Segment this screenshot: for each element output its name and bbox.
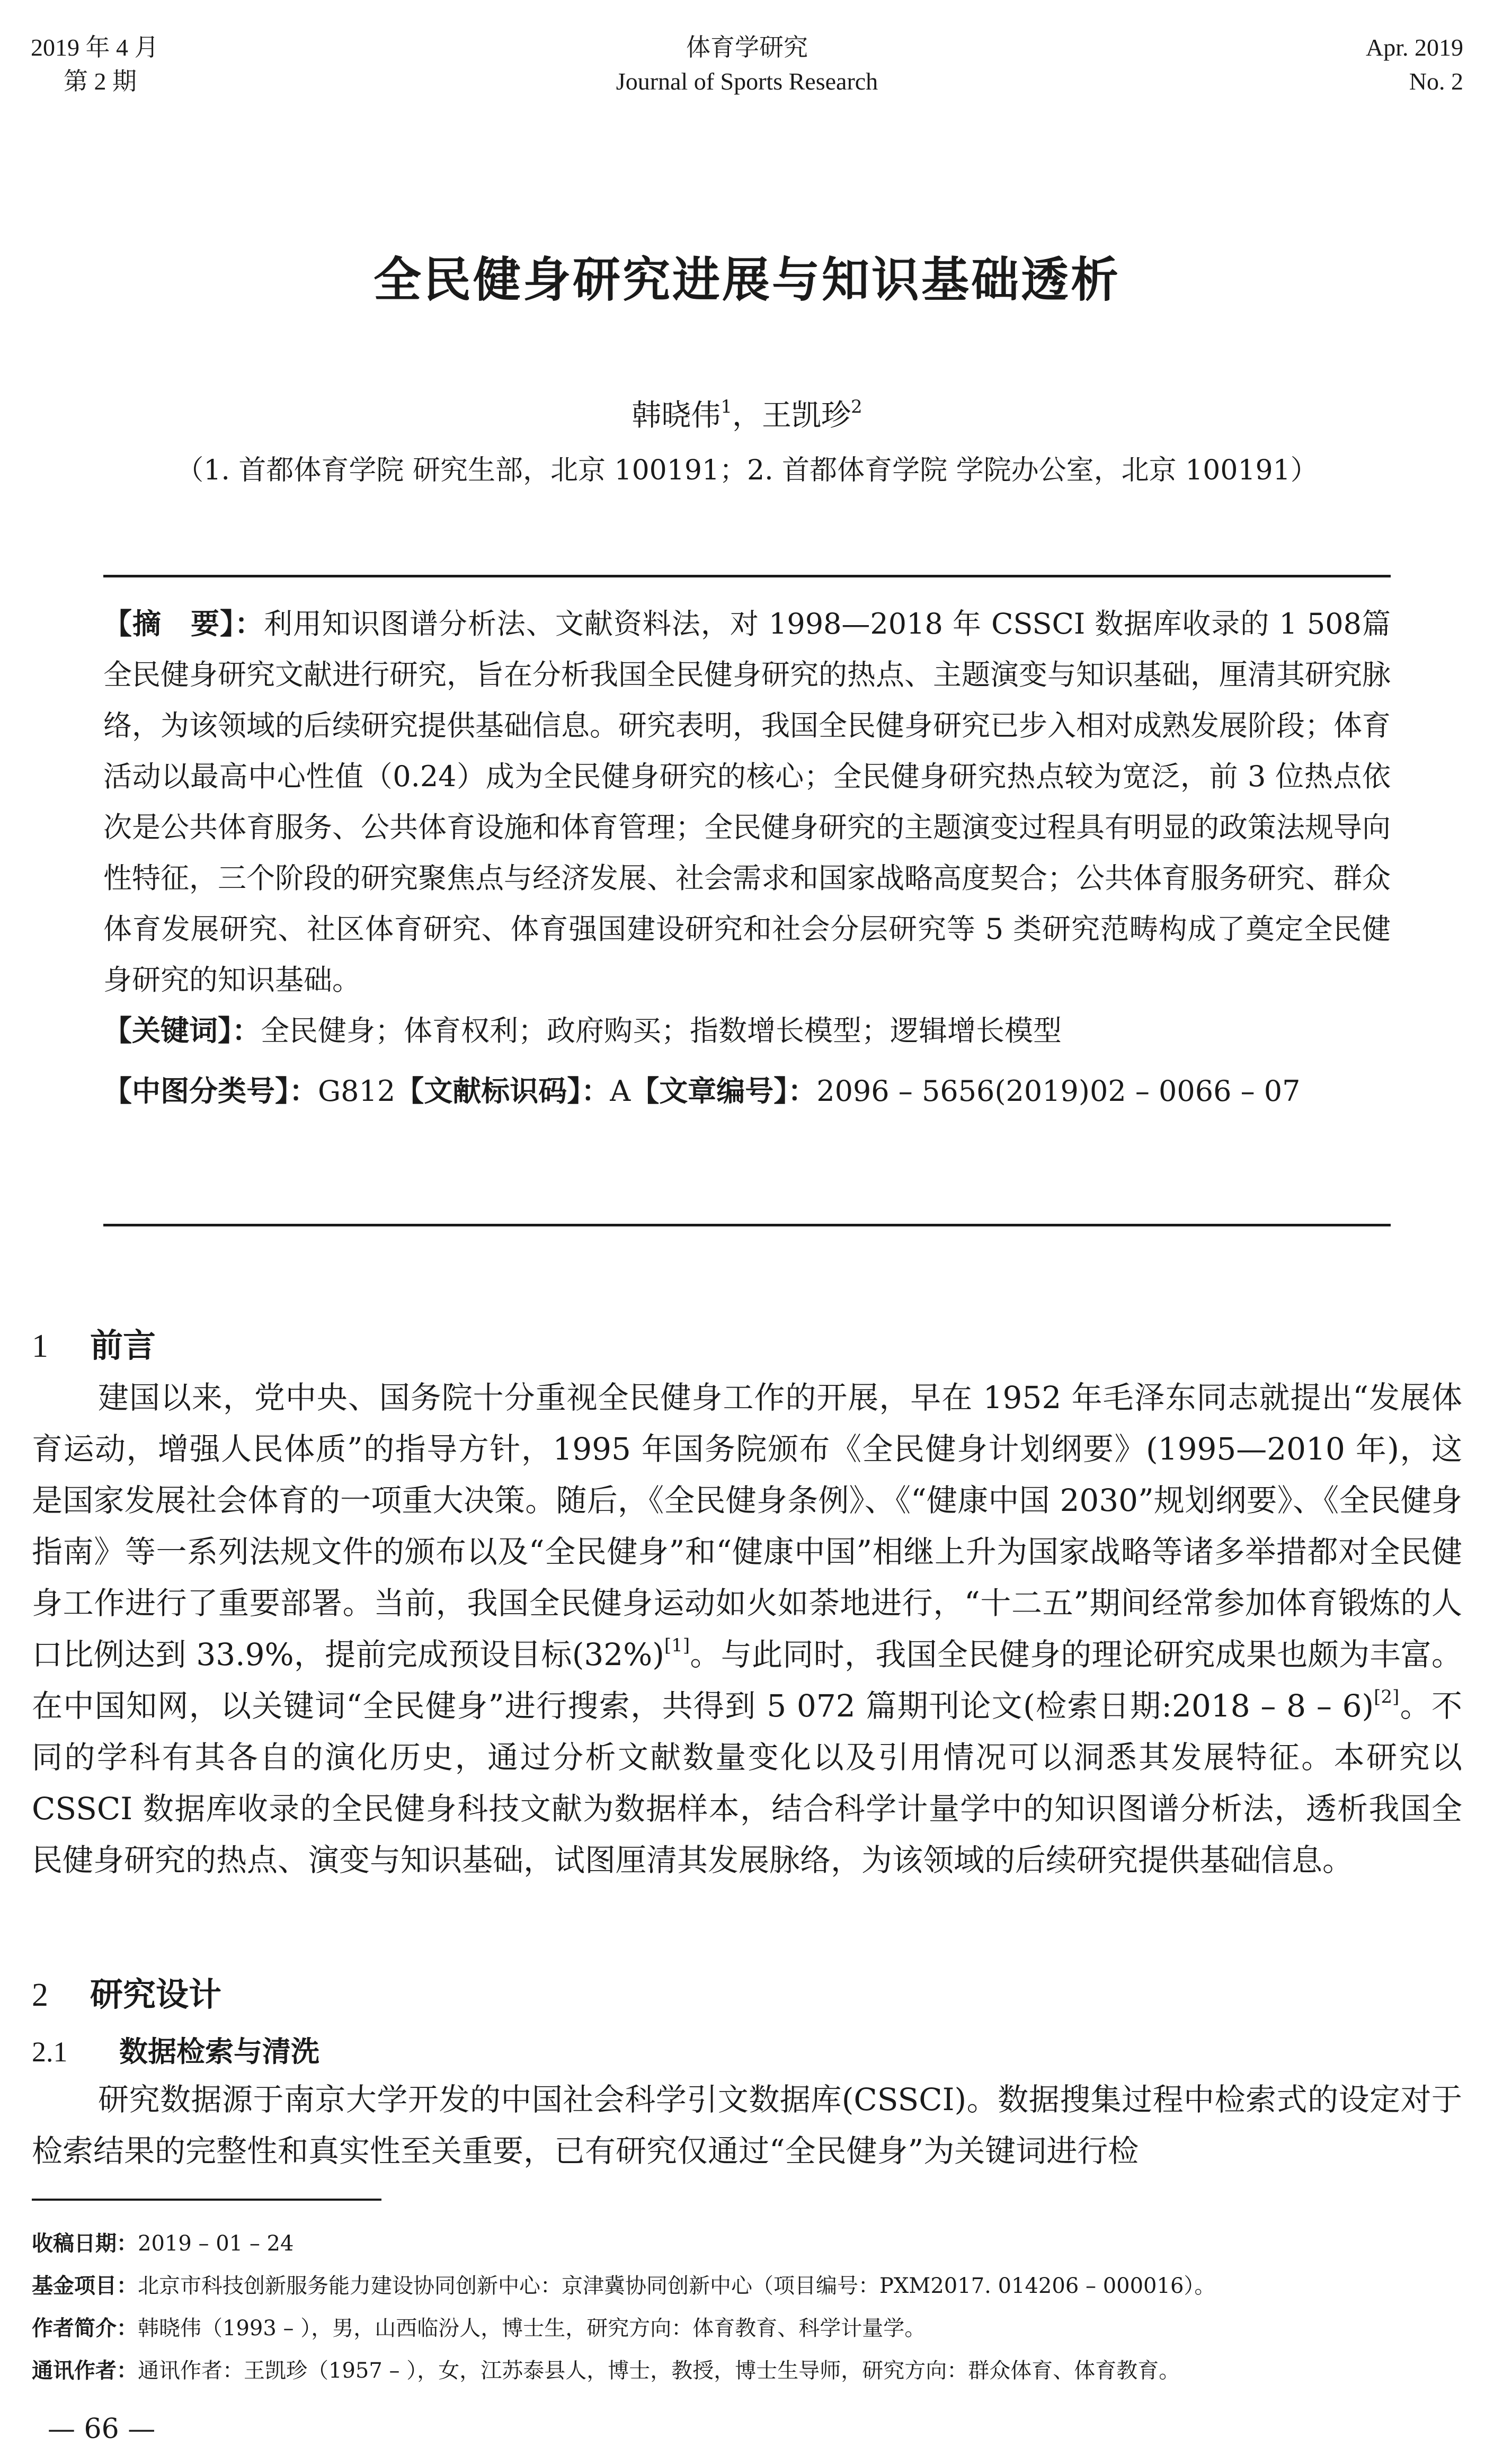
section-number-2: 2	[32, 1977, 48, 2013]
section2-paragraph: 研究数据源于南京大学开发的中国社会科学引文数据库(CSSCI)。数据搜集过程中检索式的设定对于检索结果的完整性和真实性至关重要，已有研究仅通过“全民健身”为关键词进行检	[32, 2081, 1462, 2169]
header-issue-number: 第 2 期	[64, 68, 137, 95]
article-number-value: 2096 – 5656(2019)02 – 0066 – 07	[816, 1074, 1301, 1108]
author-name-2: 王凯珍	[762, 398, 851, 433]
paper-title: 全民健身研究进展与知识基础透析	[374, 252, 1120, 308]
section1-text-b: 。与此同时，我国全民健身的理论研究成果也颇为丰富。在中国知网，以关键词“全民健身”进行搜索，共得到 5 072 篇期刊论文(检索日期:2018 – 8 – 6)	[32, 1636, 1462, 1724]
journal-name-cn: 体育学研究	[686, 34, 808, 61]
clc-label: 【中图分类号】：	[103, 1074, 318, 1108]
section-heading-1	[32, 1319, 156, 1366]
section1-text-a: 建国以来，党中央、国务院十分重视全民健身工作的开展，早在 1952 年毛泽东同志就提出“发展体育运动，增强人民体质”的指导方针，1995 年国务院颁布《全民健身计划纲要》(1995—2010 年)，这是国家发展社会体育的一项重大决策。随后，《全民健身条例》、《“健康中国 2030”规划纲要》、《全民健身指南》等一系列法规文件的颁布以及“全民健身”和“健康中国”相继上升为国家战略等诸多举措都对全民健身工作进行了重要部署。当前，我国全民健身运动如火如荼地进行，“十二五”期间经常参加体育锻炼的人口比例达到 33.9%，提前完成预设目标(32%)	[32, 1380, 1462, 1673]
abstract-top-rule	[103, 575, 1391, 577]
abstract-paragraph	[103, 599, 1391, 1006]
subsection-title-2-1: 数据检索与清洗	[119, 2035, 319, 2068]
author-bio-text: 韩晓伟（1993 – ），男，山西临汾人，博士生，研究方向：体育教育、科学计量学。	[138, 2316, 926, 2341]
author-affil-mark-2: 2	[851, 396, 862, 417]
author-name-1: 韩晓伟	[632, 398, 721, 433]
citation-1: [1]	[664, 1635, 690, 1656]
abstract-block	[103, 599, 1391, 1117]
section1-paragraph	[32, 1372, 1462, 1886]
header-issue-number-en: No. 2	[1409, 68, 1463, 95]
running-header-center	[0, 31, 1494, 99]
subsection-heading-2-1	[32, 2029, 319, 2070]
received-label: 收稿日期：	[32, 2231, 138, 2256]
keywords-label: 【关键词】：	[103, 1014, 261, 1047]
header-issue-date-en: Apr. 2019	[1366, 34, 1463, 61]
corresponding-label: 通讯作者：	[32, 2359, 138, 2383]
section1-text-c: 。不同的学科有其各自的演化历史，通过分析文献数量变化以及引用情况可以洞悉其发展特征。本研究以 CSSCI 数据库收录的全民健身科技文献为数据样本，结合科学计量学中的知识图谱分析法，透析我国全民健身研究的热点、演变与知识基础，试图厘清其发展脉络，为该领域的后续研究提供基础信息。	[32, 1688, 1462, 1878]
page-number: — 66 —	[48, 2413, 156, 2445]
section-title-2: 研究设计	[90, 1975, 222, 2014]
doc-code-label: 【文献标识码】：	[395, 1074, 610, 1108]
footnote-rule	[32, 2199, 381, 2201]
clc-value: G812	[318, 1074, 396, 1108]
citation-2: [2]	[1374, 1686, 1400, 1707]
author-affil-mark-1: 1	[721, 396, 732, 417]
footnote-corresponding	[32, 2350, 1462, 2392]
subsection-number-2-1: 2.1	[32, 2036, 68, 2068]
affiliation-line: （1. 首都体育学院 研究生部，北京 100191；2. 首都体育学院 学院办公室，北京 100191）	[176, 455, 1318, 486]
author-line	[0, 392, 1494, 434]
keywords-paragraph	[103, 1006, 1391, 1056]
footnote-author	[32, 2307, 1462, 2350]
corresponding-text: 通讯作者：王凯珍（1957 – ），女，江苏泰县人，博士，教授，博士生导师，研究方向：群众体育、体育教育。	[138, 2359, 1180, 2383]
running-header-right	[1366, 31, 1463, 99]
fund-text: 北京市科技创新服务能力建设协同创新中心：京津冀协同创新中心（项目编号：PXM2017. 014206 – 000016）。	[138, 2274, 1216, 2298]
doc-code-value: A	[610, 1074, 631, 1108]
section-number-1: 1	[32, 1328, 48, 1364]
classification-line	[103, 1066, 1391, 1117]
author-bio-label: 作者简介：	[32, 2316, 138, 2341]
abstract-bottom-rule	[103, 1224, 1391, 1226]
article-number-label: 【文章编号】：	[630, 1074, 817, 1108]
footnote-received	[32, 2222, 1462, 2265]
received-date: 2019 – 01 – 24	[138, 2231, 294, 2256]
footnotes	[32, 2222, 1462, 2392]
abstract-text: 利用知识图谱分析法、文献资料法，对 1998—2018 年 CSSCI 数据库收录的 1 508篇全民健身研究文献进行研究，旨在分析我国全民健身研究的热点、主题演变与知识基础，厘清其研究脉络，为该领域的后续研究提供基础信息。研究表明，我国全民健身研究已步入相对成熟发展阶段；体育活动以最高中心性值（0.24）成为全民健身研究的核心；全民健身研究热点较为宽泛，前 3 位热点依次是公共体育服务、公共体育设施和体育管理；全民健身研究的主题演变过程具有明显的政策法规导向性特征，三个阶段的研究聚焦点与经济发展、社会需求和国家战略高度契合；公共体育服务研究、群众体育发展研究、社区体育研究、体育强国建设研究和社会分层研究等 5 类研究范畴构成了奠定全民健身研究的知识基础。	[103, 607, 1391, 997]
journal-name-en: Journal of Sports Research	[616, 68, 878, 95]
keywords-text: 全民健身；体育权利；政府购买；指数增长模型；逻辑增长模型	[261, 1014, 1062, 1047]
section-heading-2	[32, 1968, 221, 2015]
section-title-1: 前言	[90, 1326, 156, 1365]
header-issue-date: 2019 年 4 月	[31, 34, 159, 61]
author-separator: ，	[732, 398, 762, 433]
fund-label: 基金项目：	[32, 2274, 138, 2298]
abstract-label: 【摘 要】：	[103, 607, 264, 641]
footnote-fund	[32, 2265, 1462, 2307]
